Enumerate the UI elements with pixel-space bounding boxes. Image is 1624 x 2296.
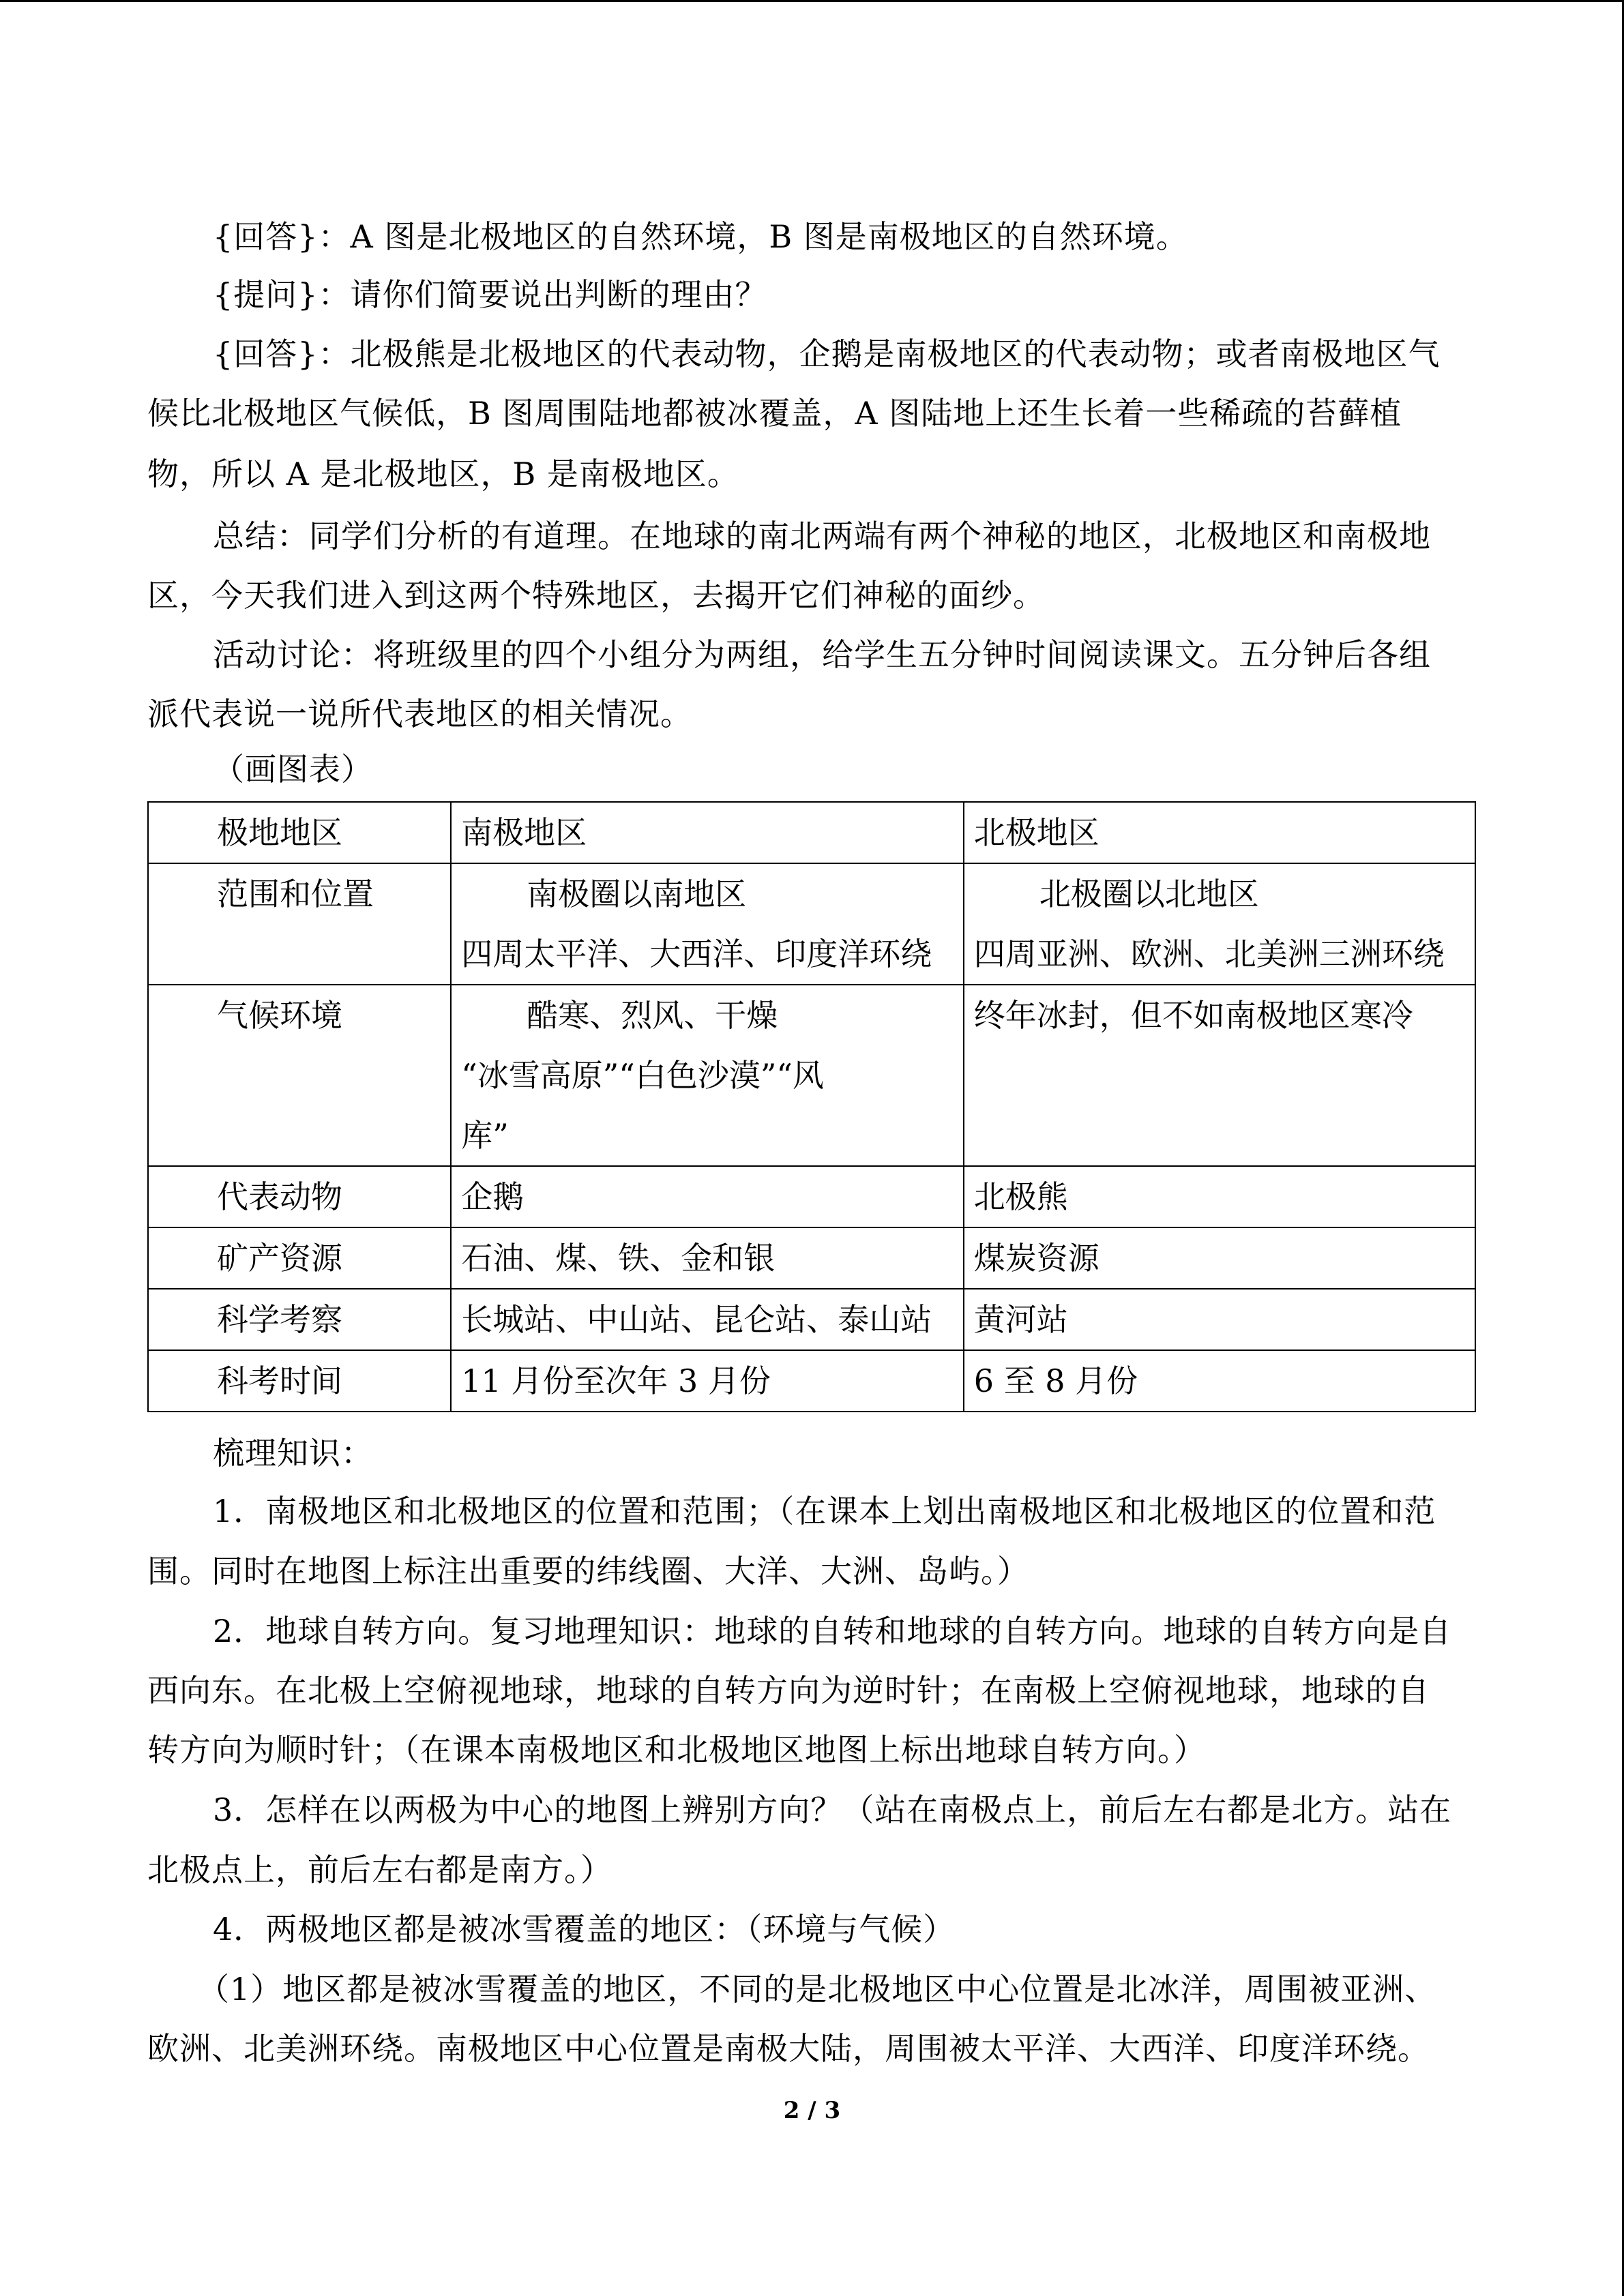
- cell-line: 终年冰封，但不如南极地区寒冷: [973, 997, 1413, 1034]
- paragraph-line: 梳理知识：: [213, 1435, 373, 1472]
- paragraph-line: 围。同时在地图上标注出重要的纬线圈、大洋、大洲、岛屿。）: [147, 1553, 1029, 1590]
- table-row: [148, 1166, 1475, 1227]
- page-number: 2 / 3: [783, 2097, 841, 2124]
- paragraph-line: {提问}：请你们简要说出判断的理由？: [213, 276, 767, 313]
- row-label: 范围和位置: [148, 863, 451, 985]
- paragraph-line: 候比北极地区气候低，B 图周围陆地都被冰覆盖，A 图陆地上还生长着一些稀疏的苔藓植: [147, 395, 1402, 432]
- table-header-row: [148, 802, 1475, 863]
- south-cell: [451, 985, 963, 1166]
- paragraph-line: 活动讨论：将班级里的四个小组分为两组，给学生五分钟时间阅读课文。五分钟后各组: [213, 636, 1431, 673]
- paragraph-line: 2．地球自转方向。复习地理知识：地球的自转和地球的自转方向。地球的自转方向是自: [213, 1613, 1452, 1650]
- row-label: 气候环境: [148, 985, 451, 1166]
- polar-comparison-table: [147, 801, 1476, 1412]
- table-row: [148, 985, 1475, 1166]
- row-label: 矿产资源: [148, 1227, 451, 1289]
- row-label: 科学考察: [148, 1289, 451, 1350]
- row-label: 代表动物: [148, 1166, 451, 1227]
- row-label: 科考时间: [148, 1350, 451, 1412]
- header-cell: 北极地区: [964, 802, 1475, 863]
- paragraph-line: 4．两极地区都是被冰雪覆盖的地区：（环境与气候）: [213, 1911, 956, 1948]
- header-cell: 极地地区: [148, 802, 451, 863]
- paragraph-line: 北极点上，前后左右都是南方。）: [147, 1851, 612, 1888]
- paragraph-line: 总结：同学们分析的有道理。在地球的南北两端有两个神秘的地区，北极地区和南极地: [213, 518, 1431, 554]
- paragraph-line: 转方向为顺时针；（在课本南极地区和北极地区地图上标出地球自转方向。）: [147, 1731, 1206, 1768]
- north-cell: [964, 985, 1475, 1166]
- paragraph-line: 派代表说一说所代表地区的相关情况。: [147, 696, 692, 732]
- south-cell: 企鹅: [451, 1166, 963, 1227]
- table-row: [148, 1289, 1475, 1350]
- cell-line: 四周亚洲、欧洲、北美洲三洲环绕: [973, 936, 1445, 972]
- paragraph-line: 1．南极地区和北极地区的位置和范围；（在课本上划出南极地区和北极地区的位置和范: [213, 1493, 1436, 1530]
- paragraph-line: 欧洲、北美洲环绕。南极地区中心位置是南极大陆，周围被太平洋、大西洋、印度洋环绕。: [147, 2030, 1430, 2067]
- header-cell: 南极地区: [451, 802, 963, 863]
- cell-line: 北极圈以北地区: [1039, 876, 1259, 912]
- south-cell: 11 月份至次年 3 月份: [451, 1350, 963, 1412]
- table-row: [148, 863, 1475, 985]
- paragraph-line: 3．怎样在以两极为中心的地图上辨别方向？（站在南极点上，前后左右都是北方。站在: [213, 1791, 1452, 1828]
- table-caption: （画图表）: [213, 751, 373, 788]
- north-cell: [964, 863, 1475, 985]
- south-cell: [451, 863, 963, 985]
- south-cell: 长城站、中山站、昆仑站、泰山站: [451, 1289, 963, 1350]
- paragraph-line: 西向东。在北极上空俯视地球，地球的自转方向为逆时针；在南极上空俯视地球，地球的自: [147, 1672, 1430, 1709]
- cell-line: 南极圈以南地区: [527, 876, 747, 912]
- paragraph-line: {回答}：北极熊是北极地区的代表动物，企鹅是南极地区的代表动物；或者南极地区气: [213, 336, 1441, 372]
- paragraph-line: （1）地区都是被冰雪覆盖的地区，不同的是北极地区中心位置是北冰洋，周围被亚洲、: [198, 1971, 1437, 2008]
- north-cell: 6 至 8 月份: [964, 1350, 1475, 1412]
- cell-line: 酷寒、烈风、干燥: [527, 997, 778, 1034]
- cell-line: 库”: [461, 1117, 509, 1154]
- south-cell: 石油、煤、铁、金和银: [451, 1227, 963, 1289]
- cell-line: “冰雪高原”“白色沙漠”“风: [461, 1057, 824, 1094]
- cell-line: 四周太平洋、大西洋、印度洋环绕: [461, 936, 932, 972]
- paragraph-line: 区，今天我们进入到这两个特殊地区，去揭开它们神秘的面纱。: [147, 577, 1045, 614]
- north-cell: 煤炭资源: [964, 1227, 1475, 1289]
- north-cell: 黄河站: [964, 1289, 1475, 1350]
- page-top-border: [0, 0, 1624, 2]
- paragraph-line: 物，所以 A 是北极地区，B 是南极地区。: [147, 456, 739, 492]
- paragraph-line: {回答}：A 图是北极地区的自然环境，B 图是南极地区的自然环境。: [213, 218, 1188, 255]
- north-cell: 北极熊: [964, 1166, 1475, 1227]
- table-row: [148, 1227, 1475, 1289]
- table-row: [148, 1350, 1475, 1412]
